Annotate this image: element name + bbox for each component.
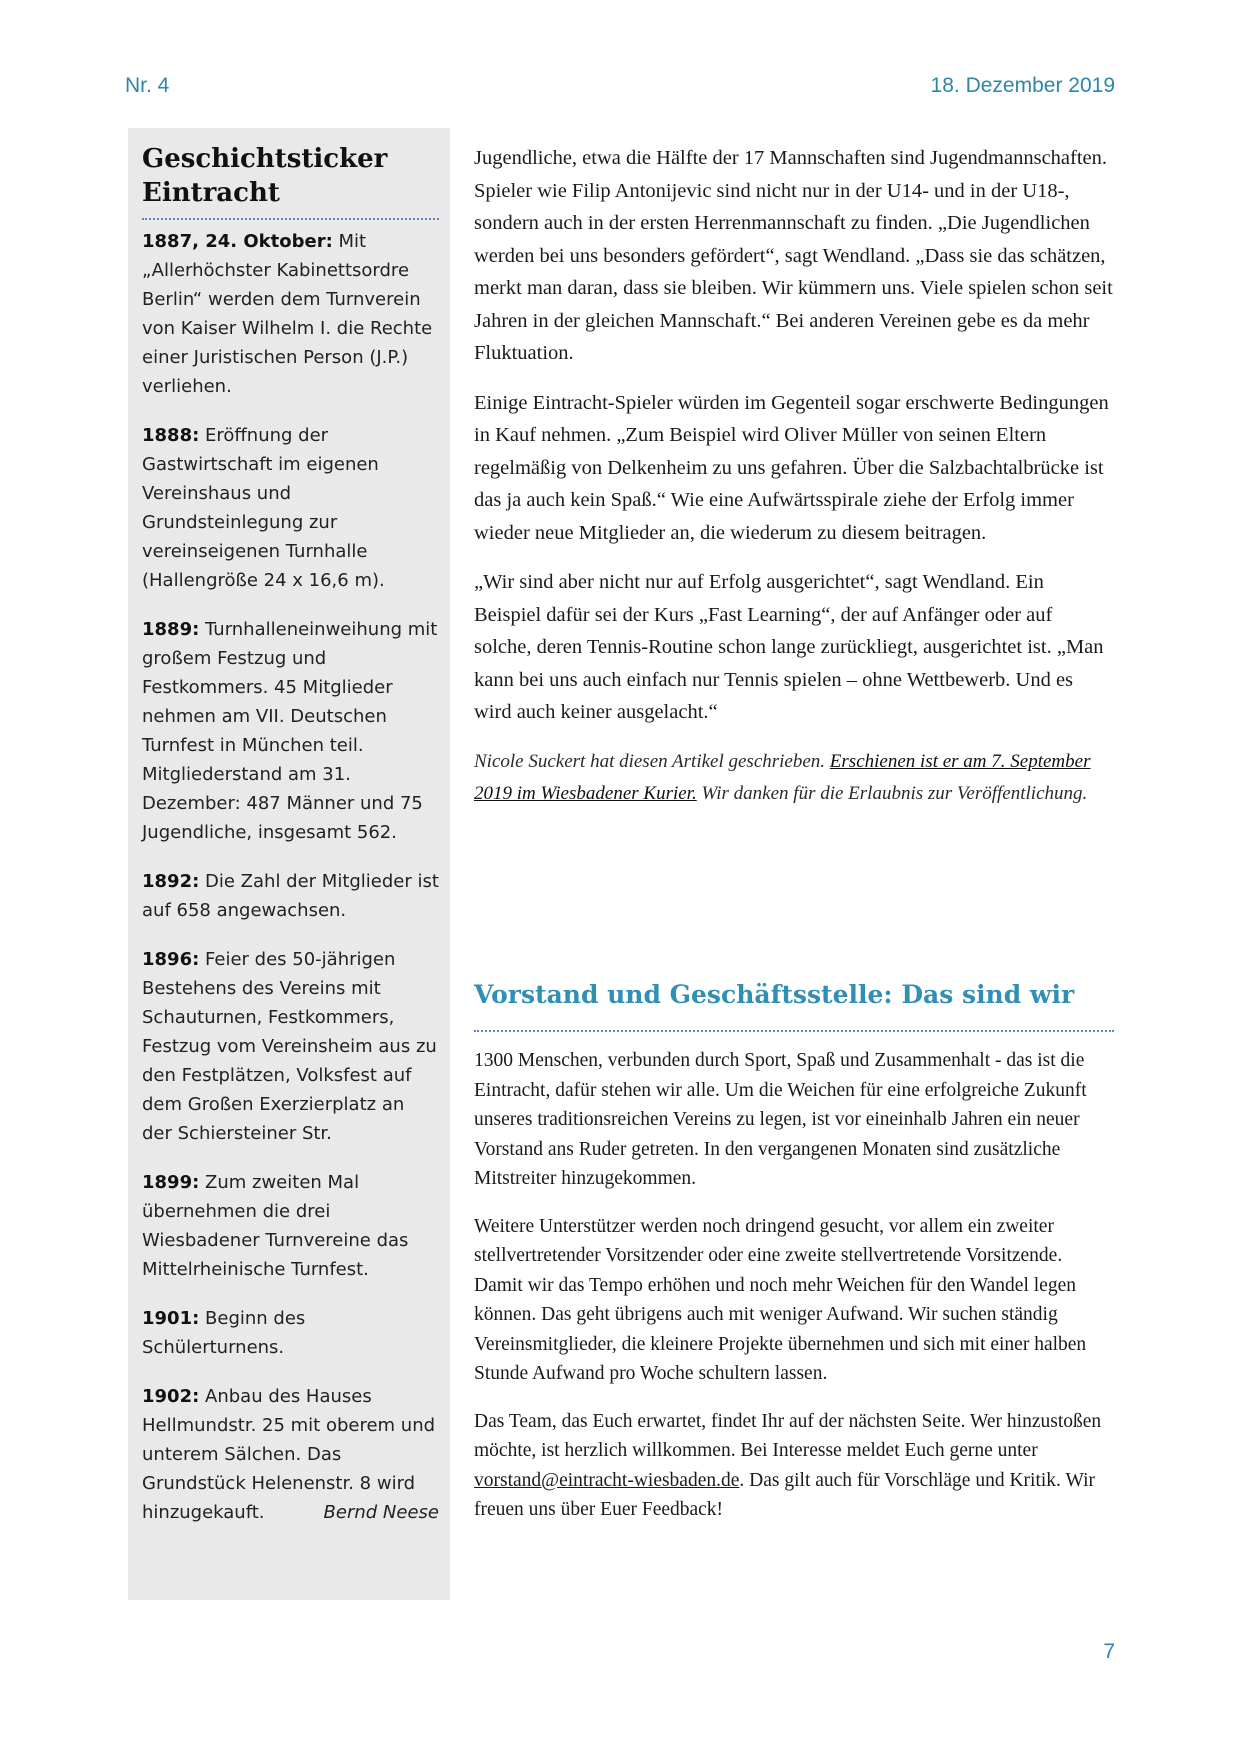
entry-text: Anbau des Hauses Hellmundstr. 25 mit oberem und unterem Sälchen. Das Grundstück Helenenstr. 8 wird hinzugekauft. bbox=[142, 1386, 436, 1523]
article-paragraph: „Wir sind aber nicht nur auf Erfolg ausgerichtet“, sagt Wendland. Ein Beispiel dafür sei der Kurs „Fast Learning“, der auf Anfänger oder auf solche, deren Tennis-Routine schon lange zurückliegt, ausgerichtet ist. „Man kann bei uns auch einfach nur Tennis spielen – ohne Wettbewerb. Und es wird auch keiner ausgelacht.“ bbox=[474, 571, 1104, 723]
section-paragraph: 1300 Menschen, verbunden durch Sport, Spaß und Zusammenhalt - das ist die Eintracht, dafür stehen wir alle. Um die Weichen für eine erfolgreiche Zukunft unseres traditionsreichen Vereins zu legen, ist vor eineinhalb Jahren ein neuer Vorstand ans Ruder getreten. In den vergangenen Monaten sind zusätzliche Mitstreiter hinzugekommen. bbox=[474, 1050, 1087, 1189]
entry-date: 1896: bbox=[142, 949, 200, 970]
timeline-entry bbox=[142, 421, 439, 595]
entry-date: 1887, 24. Oktober: bbox=[142, 231, 333, 252]
history-ticker-sidebar bbox=[128, 128, 450, 1600]
entry-date: 1892: bbox=[142, 871, 200, 892]
sidebar-divider bbox=[142, 218, 439, 220]
sidebar-title: Geschichtsticker Eintracht bbox=[142, 144, 388, 208]
timeline-entry bbox=[142, 867, 439, 925]
sidebar-author: Bernd Neese bbox=[323, 1502, 439, 1523]
entry-text: Feier des 50-jährigen Bestehens des Vereins mit Schauturnen, Festkommers, Festzug vom Vereinsheim aus zu den Festplätzen, Volksfest auf dem Großen Exerzierplatz an der Schiersteiner Str. bbox=[142, 949, 437, 1144]
credit-thanks: Wir danken für die Erlaubnis zur Veröffentlichung. bbox=[696, 782, 1088, 804]
entry-text: Die Zahl der Mitglieder ist auf 658 angewachsen. bbox=[142, 871, 439, 921]
board-section bbox=[474, 1046, 1114, 1543]
section-heading: Vorstand und Geschäftsstelle: Das sind wir bbox=[474, 980, 1075, 1009]
entry-date: 1899: bbox=[142, 1172, 200, 1193]
page-number: 7 bbox=[1103, 1640, 1115, 1663]
entry-text: Turnhalleneinweihung mit großem Festzug und Festkommers. 45 Mitglieder nehmen am VII. Deutschen Turnfest in München teil. Mitgliederstand am 31. Dezember: 487 Männer und 75 Jugendliche, insgesamt 562. bbox=[142, 619, 438, 843]
article-credit bbox=[474, 746, 1114, 810]
credit-source-link[interactable]: Erschienen ist er am 7. September 2019 im Wiesbadener Kurier. bbox=[474, 750, 1091, 804]
entry-text: Zum zweiten Mal übernehmen die drei Wiesbadener Turnvereine das Mittelrheinische Turnfest. bbox=[142, 1172, 409, 1280]
entry-date: 1902: bbox=[142, 1386, 200, 1407]
contact-text: Das Team, das Euch erwartet, findet Ihr auf der nächsten Seite. Wer hinzustoßen möchte, ist herzlich willkommen. Bei Interesse meldet Euch gerne unter bbox=[474, 1410, 1102, 1461]
issue-date: 18. Dezember 2019 bbox=[930, 74, 1115, 97]
timeline-entry bbox=[142, 945, 439, 1148]
entry-date: 1888: bbox=[142, 425, 200, 446]
entry-date: 1889: bbox=[142, 619, 200, 640]
timeline-entry bbox=[142, 1168, 439, 1284]
section-paragraph: Weitere Unterstützer werden noch dringend gesucht, vor allem ein zweiter stellvertretender Vorsitzender oder eine zweite stellvertretende Vorsitzende. Damit wir das Tempo erhöhen und noch mehr Weichen für den Wandel legen können. Das geht übrigens auch mit weniger Aufwand. Wir suchen ständig Vereinsmitglieder, die kleinere Projekte übernehmen und sich mit einer halben Stunde Aufwand pro Woche schultern lassen. bbox=[474, 1215, 1087, 1384]
timeline-entry bbox=[142, 227, 439, 401]
timeline-entry bbox=[142, 1304, 439, 1362]
entry-text: Mit „Allerhöchster Kabinettsordre Berlin“ werden dem Turnverein von Kaiser Wilhelm I. die Rechte einer Juristischen Person (J.P.) verliehen. bbox=[142, 231, 433, 397]
section-paragraph bbox=[474, 1407, 1114, 1525]
section-divider bbox=[474, 1030, 1114, 1032]
email-link[interactable]: vorstand@eintracht-wiesbaden.de bbox=[474, 1469, 740, 1491]
article-paragraph: Einige Eintracht-Spieler würden im Gegenteil sogar erschwerte Bedingungen in Kauf nehmen. „Zum Beispiel wird Oliver Müller von seinen Eltern regelmäßig von Delkenheim zu uns gefahren. Über die Salzbachtalbrücke ist das ja auch kein Spaß.“ Wie eine Aufwärtsspirale ziehe der Erfolg immer wieder neue Mitglieder an, die wiederum zu diesem beitragen. bbox=[474, 391, 1109, 544]
timeline-entry bbox=[142, 1382, 439, 1527]
timeline-entry bbox=[142, 615, 439, 847]
article-paragraph: Jugendliche, etwa die Hälfte der 17 Mannschaften sind Jugendmannschaften. Spieler wie Filip Antonijevic sind nicht nur in der U14- und in der U18-, sondern auch in der ersten Herrenmannschaft zu finden. „Die Jugendlichen werden bei uns besonders gefördert“, sagt Wendland. „Dass sie das schätzen, merkt man daran, dass sie bleiben. Wir kümmern uns. Viele spielen schon seit Jahren in der gleichen Mannschaft.“ Bei anderen Vereinen gebe es da mehr Fluktuation. bbox=[474, 147, 1113, 364]
entry-date: 1901: bbox=[142, 1308, 200, 1329]
issue-number: Nr. 4 bbox=[125, 74, 170, 97]
contact-text-end: . Das gilt auch für Vorschläge und Kritik. Wir freuen uns über Euer Feedback! bbox=[474, 1469, 1095, 1520]
entry-text: Beginn des Schülerturnens. bbox=[142, 1308, 306, 1358]
entry-text: Eröffnung der Gastwirtschaft im eigenen Vereinshaus und Grundsteinlegung zur vereinseigenen Turnhalle (Hallengröße 24 x 16,6 m). bbox=[142, 425, 385, 591]
article-column bbox=[474, 142, 1114, 810]
credit-text: Nicole Suckert hat diesen Artikel geschrieben. bbox=[474, 750, 830, 772]
